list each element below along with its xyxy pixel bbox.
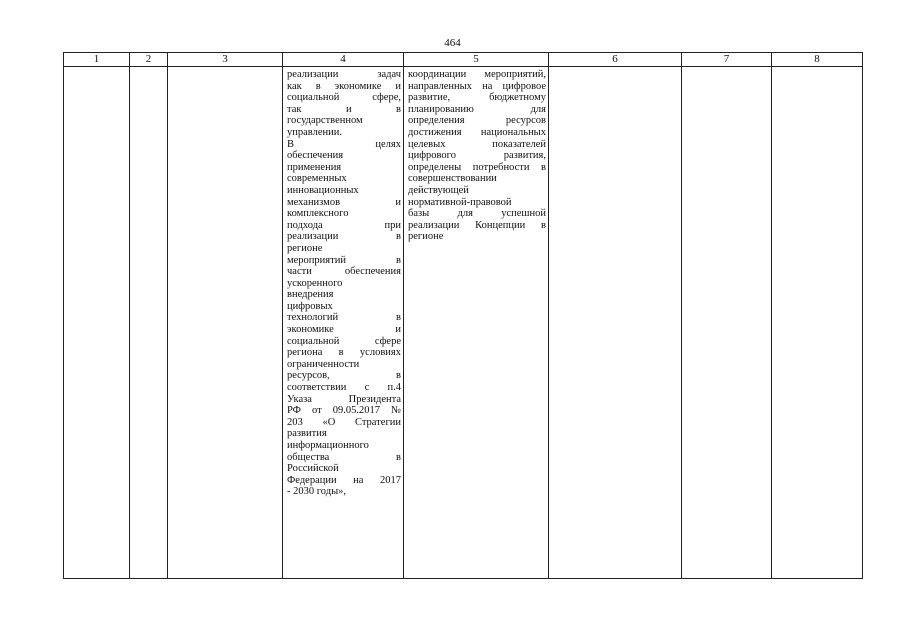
text-line: ограниченности	[287, 358, 360, 370]
text-line: 203 «О Стратегии	[287, 416, 401, 428]
text-line: определены потребности в	[408, 161, 546, 173]
cell-column-8	[772, 67, 863, 579]
text-line: применения	[287, 161, 342, 173]
column-header-4: 4	[283, 53, 404, 67]
text-line: действующей	[408, 184, 469, 196]
text-line: государственном	[287, 115, 363, 127]
text-line: механизмов и	[287, 196, 401, 208]
text-line: Российской	[287, 463, 339, 475]
cell-column-1	[64, 67, 130, 579]
text-line: реализации задач	[287, 69, 401, 80]
text-line: информационного	[287, 440, 369, 451]
text-line: В целях	[287, 138, 401, 150]
text-line: соответствии с п.4	[287, 382, 401, 394]
text-line: планированию для	[408, 103, 546, 115]
text-line: базы для успешной	[408, 208, 546, 220]
text-line: социальной сфере	[287, 335, 401, 347]
document-table	[63, 52, 863, 579]
text-line: обеспечения	[287, 150, 344, 162]
text-line: цифровых	[287, 300, 333, 312]
text-line: нормативной-правовой	[408, 196, 512, 208]
text-line: направленных на цифровое	[408, 80, 546, 92]
cell-column-4	[283, 67, 404, 579]
table-row	[64, 67, 863, 579]
text-line: реализации в	[287, 231, 401, 243]
column-header-3: 3	[168, 53, 283, 67]
cell-column-7	[682, 67, 772, 579]
text-line: реализации Концепции в	[408, 219, 546, 231]
text-line: развития	[287, 428, 327, 440]
column-5-text	[404, 67, 548, 243]
column-header-6: 6	[549, 53, 682, 67]
text-line: мероприятий в	[287, 254, 401, 266]
text-line: регионе	[287, 242, 323, 254]
text-line: РФ от 09.05.2017 №	[287, 405, 401, 417]
text-line: подхода при	[287, 219, 401, 231]
text-line: внедрения	[287, 289, 334, 301]
cell-column-2	[130, 67, 168, 579]
cell-column-3	[168, 67, 283, 579]
text-line: управлении.	[287, 126, 342, 138]
text-line: определения ресурсов	[408, 115, 546, 127]
cell-column-6	[549, 67, 682, 579]
text-line: части обеспечения	[287, 266, 401, 278]
text-line: технологий в	[287, 312, 401, 324]
page-number: 464	[444, 37, 461, 49]
table-header-row	[64, 53, 863, 67]
text-line: как в экономике и	[287, 80, 401, 92]
text-line: - 2030 годы»,	[287, 486, 347, 498]
text-line: координации мероприятий,	[408, 69, 546, 80]
text-line: инновационных	[287, 184, 359, 196]
text-line: достижения национальных	[408, 126, 546, 138]
text-line: региона в условиях	[287, 347, 401, 359]
column-header-5: 5	[404, 53, 549, 67]
text-line: Федерации на 2017	[287, 474, 401, 486]
text-line: комплексного	[287, 208, 349, 220]
column-header-7: 7	[682, 53, 772, 67]
text-line: социальной сфере,	[287, 92, 401, 104]
cell-column-5	[404, 67, 549, 579]
column-4-text	[283, 67, 403, 498]
text-line: экономике и	[287, 324, 401, 336]
text-line: совершенствовании	[408, 173, 497, 185]
column-header-2: 2	[130, 53, 168, 67]
column-header-8: 8	[772, 53, 863, 67]
text-line: цифрового развития,	[408, 150, 546, 162]
text-line: Указа Президента	[287, 393, 401, 405]
text-line: регионе	[408, 231, 444, 243]
text-line: ускоренного	[287, 277, 343, 289]
text-line: ресурсов, в	[287, 370, 401, 382]
text-line: так и в	[287, 103, 401, 115]
text-line: общества в	[287, 451, 401, 463]
text-line: современных	[287, 173, 347, 185]
text-line: целевых показателей	[408, 138, 546, 150]
column-header-1: 1	[64, 53, 130, 67]
text-line: развитие, бюджетному	[408, 92, 546, 104]
